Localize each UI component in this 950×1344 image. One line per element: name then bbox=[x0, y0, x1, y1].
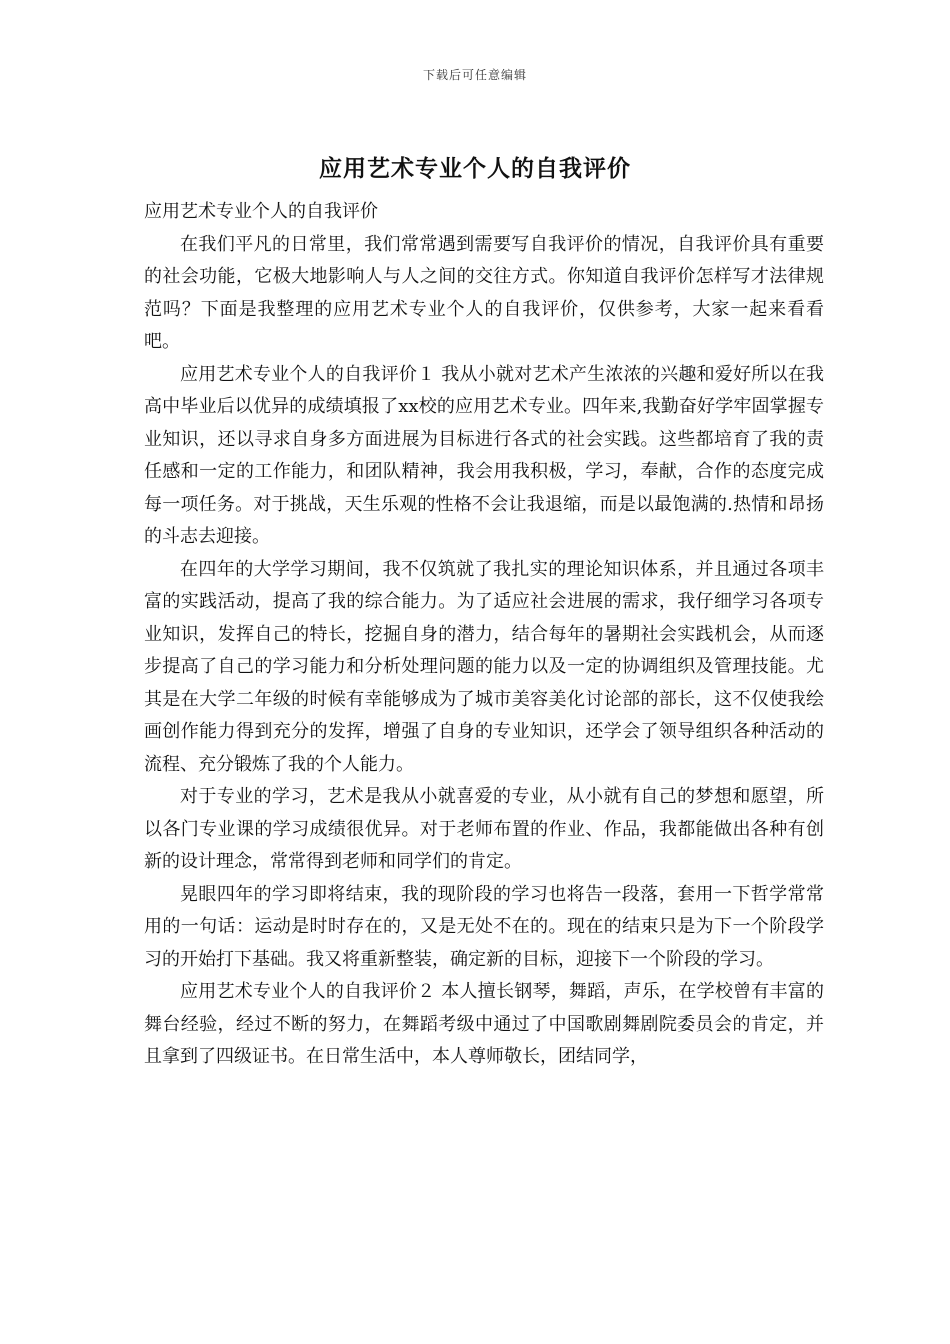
document-subtitle: 应用艺术专业个人的自我评价 bbox=[144, 201, 378, 222]
paragraph-evaluation-1: 应用艺术专业个人的自我评价１ 我从小就对艺术产生浓浓的兴趣和爱好所以在我高中毕业后以优异的成绩填报了xx校的应用艺术专业。四年来,我勤奋好学牢固掌握专业知识，还以寻求自身多方面进展为目标进行各式的社会实践。这些都培育了我的责任感和一定的工作能力，和团队精神，我会用我积极，学习，奉献，合作的态度完成每一项任务。对于挑战，天生乐观的性格不会让我退缩，而是以最饱满的.热情和昂扬的斗志去迎接。 bbox=[144, 363, 824, 547]
paragraph-professional-study: 对于专业的学习，艺术是我从小就喜爱的专业，从小就有自己的梦想和愿望，所以各门专业课的学习成绩很优异。对于老师布置的作业、作品，我都能做出各种有创新的设计理念，常常得到老师和同学们的肯定。 bbox=[144, 786, 824, 872]
paragraph-university-study: 在四年的大学学习期间，我不仅筑就了我扎实的理论知识体系，并且通过各项丰富的实践活动，提高了我的综合能力。为了适应社会进展的需求，我仔细学习各项专业知识，发挥自己的特长，挖掘自身的潜力，结合每年的暑期社会实践机会，从而逐步提高了自己的学习能力和分析处理问题的能力以及一定的协调组织及管理技能。尤其是在大学二年级的时候有幸能够成为了城市美容美化讨论部的部长，这不仅使我绘画创作能力得到充分的发挥，增强了自身的专业知识，还学会了领导组织各种活动的流程、充分锻炼了我的个人能力。 bbox=[144, 558, 824, 775]
document-body bbox=[144, 196, 824, 1074]
paragraph-conclusion: 晃眼四年的学习即将结束，我的现阶段的学习也将告一段落，套用一下哲学常常用的一句话：运动是时时存在的，又是无处不在的。现在的结束只是为下一个阶段学习的开始打下基础。我又将重新整装，确定新的目标，迎接下一个阶段的学习。 bbox=[144, 883, 824, 970]
header-note: 下载后可任意编辑 bbox=[422, 68, 527, 82]
paragraph-evaluation-2: 应用艺术专业个人的自我评价２ 本人擅长钢琴，舞蹈，声乐，在学校曾有丰富的舞台经验，经过不断的努力，在舞蹈考级中通过了中国歌剧舞剧院委员会的肯定，并且拿到了四级证书。在日常生活中，本人尊师敬长，团结同学， bbox=[144, 981, 824, 1067]
paragraph-intro: 在我们平凡的日常里，我们常常遇到需要写自我评价的情况，自我评价具有重要的社会功能，它极大地影响人与人之间的交往方式。你知道自我评价怎样写才法律规范吗？下面是我整理的应用艺术专业个人的自我评价，仅供参考，大家一起来看看吧。 bbox=[144, 233, 824, 352]
document-title: 应用艺术专业个人的自我评价 bbox=[319, 155, 631, 182]
